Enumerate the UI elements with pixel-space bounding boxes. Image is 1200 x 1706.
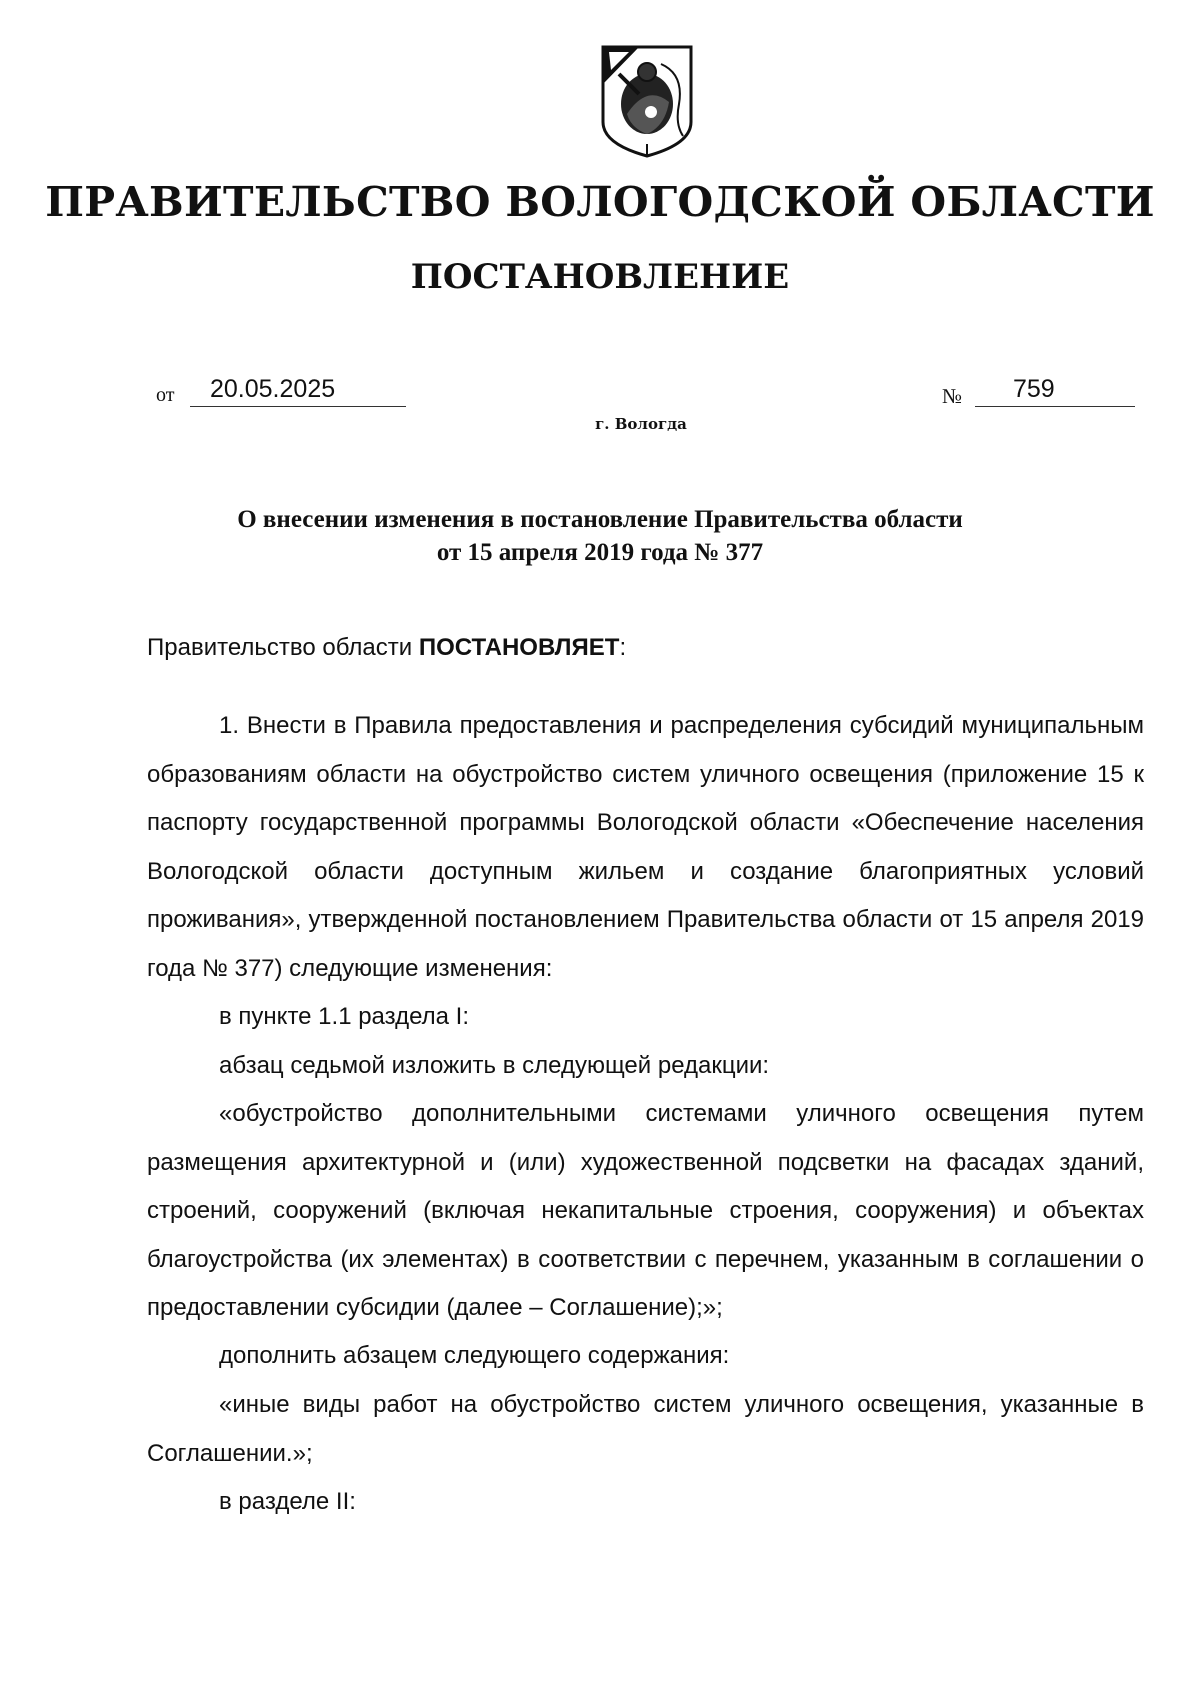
lead-decree-word: ПОСТАНОВЛЯЕТ	[418, 634, 620, 661]
subject-line-2: от 15 апреля 2019 года № 377	[436, 539, 764, 566]
lead-suffix: :	[619, 634, 627, 661]
document-subject	[0, 503, 1200, 569]
city-label: г. Вологда	[595, 415, 687, 433]
government-title: ПРАВИТЕЛЬСТВО ВОЛОГОДСКОЙ ОБЛАСТИ	[45, 178, 1155, 226]
paragraph-4: «обустройство дополнительными системами уличного освещения путем размещения архитектурной и (или) художественной подсветки на фасадах зданий, строений, сооружений (включая некапитальные строения, сооружения) и объектах благоустройства (их элементах) в соответствии с перечнем, указанным в соглашении о предоставлении субсидии (далее – Соглашение);»;	[147, 1100, 1144, 1321]
paragraph-7: в разделе II:	[219, 1488, 356, 1515]
lead-prefix: Правительство области	[147, 634, 419, 661]
paragraph-2: в пункте 1.1 раздела I:	[219, 1003, 470, 1030]
number-value: 759	[975, 372, 1135, 407]
subject-line-1: О внесении изменения в постановление Правительства области	[237, 506, 963, 533]
paragraph-6: «иные виды работ на обустройство систем уличного освещения, указанные в Соглашении.»;	[147, 1391, 1144, 1467]
number-label: №	[942, 384, 963, 408]
document-type: ПОСТАНОВЛЕНИЕ	[410, 257, 790, 297]
paragraph-5: дополнить абзацем следующего содержания:	[219, 1342, 730, 1369]
date-label: от	[156, 384, 175, 406]
coat-of-arms-icon	[599, 44, 695, 160]
paragraph-1: 1. Внести в Правила предоставления и распределения субсидий муниципальным образованиям области на обустройство систем уличного освещения (приложение 15 к паспорту государственной программы Вологодской области «Обеспечение населения Вологодской области доступным жильем и создание благоприятных условий проживания», утвержденной постановлением Правительства области от 15 апреля 2019 года № 377) следующие изменения:	[147, 712, 1144, 982]
resolution-lead	[147, 634, 1144, 662]
paragraph-3: абзац седьмой изложить в следующей редакции:	[219, 1052, 770, 1079]
date-value: 20.05.2025	[190, 372, 406, 407]
